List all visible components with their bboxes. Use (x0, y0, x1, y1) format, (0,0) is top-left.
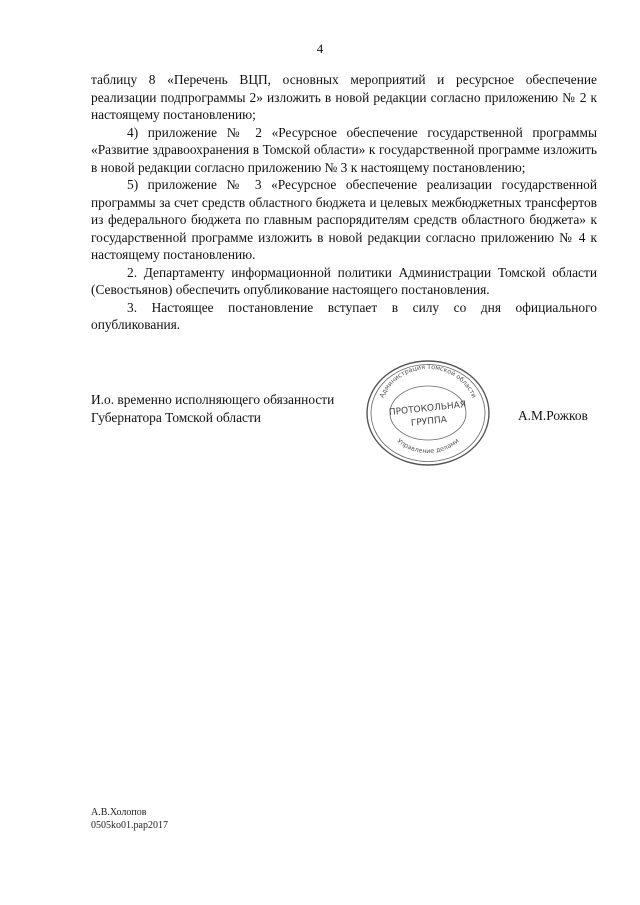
footer-author: А.В.Холопов (91, 807, 147, 818)
document-body (91, 71, 597, 334)
paragraph-clause-3: 3. Настоящее постановление вступает в силу со дня официального опубликования. (91, 299, 597, 332)
page-number: 4 (316, 41, 324, 56)
signatory-name: А.М.Рожков (518, 408, 588, 423)
signatory-title-line1: И.о. временно исполняющего обязанности (91, 392, 335, 407)
official-stamp (364, 359, 492, 467)
stamp-ring-bottom-text: Управление делами (395, 436, 461, 456)
paragraph-clause-2: 2. Департаменту информационной политики Администрации Томской области (Севостьянов) обеспечить опубликование настоящего постановления. (91, 264, 597, 297)
paragraph-item-4: 4) приложение № 2 «Ресурсное обеспечение государственной программы «Развитие здравоохранения в Томской области» к государственной программе изложить в новой редакции согласно приложению № 3 к настоящему постановлению; (91, 124, 597, 175)
footer-file-code: 0505ko01.pap2017 (91, 820, 168, 831)
paragraph-item-5: 5) приложение № 3 «Ресурсное обеспечение реализации государственной программы за счет средств областного бюджета и целевых межбюджетных трансфертов из федерального бюджета по главным распорядителям средств областного бюджета» к государственной программе изложить в новой редакции согласно приложению № 4 к настоящему постановлению. (91, 177, 597, 262)
signatory-title-line2: Губернатора Томской области (91, 409, 261, 425)
stamp-ring-top-text: Администрация Томской области (377, 362, 479, 400)
stamp-center-line2: ГРУППА (410, 415, 448, 429)
stamp-center-line1: ПРОТОКОЛЬНАЯ (388, 400, 467, 419)
footer (91, 806, 168, 832)
signatory-title (91, 391, 334, 426)
paragraph-table8: таблицу 8 «Перечень ВЦП, основных мероприятий и ресурсное обеспечение реализации подпрограммы 2» изложить в новой редакции согласно приложению № 2 к настоящему постановлению; (91, 72, 597, 122)
